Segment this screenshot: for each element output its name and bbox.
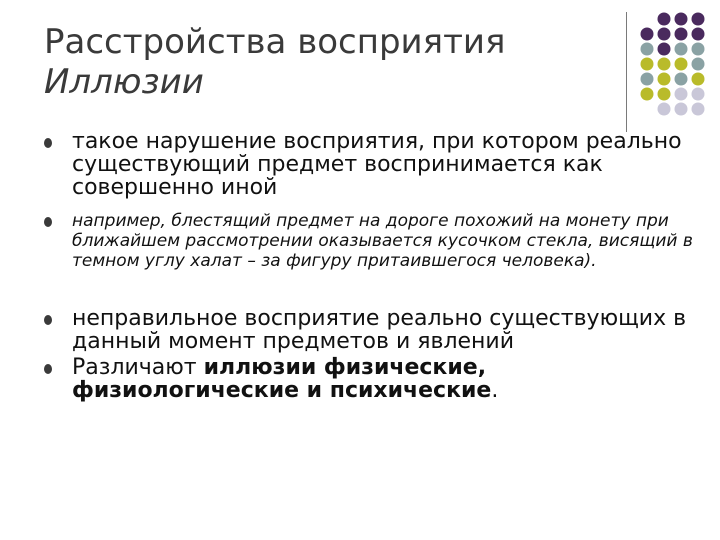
decorative-dot — [692, 13, 705, 26]
decorative-dot — [641, 88, 654, 101]
decorative-dot — [692, 58, 705, 71]
decorative-dot — [692, 103, 705, 116]
decorative-dot — [658, 43, 671, 56]
bullet-dot — [44, 315, 52, 325]
bullet-dot — [44, 138, 52, 148]
decorative-dot — [658, 13, 671, 26]
decorative-dot — [658, 73, 671, 86]
decorative-dot — [658, 58, 671, 71]
decorative-dot — [658, 88, 671, 101]
decorative-dot — [675, 43, 688, 56]
decorative-dot — [675, 73, 688, 86]
bullet-dot — [44, 217, 52, 227]
slide-title — [44, 22, 505, 102]
decorative-dot — [641, 73, 654, 86]
decorative-dot — [675, 13, 688, 26]
bullet-item-definition — [44, 130, 694, 199]
decorative-dots-grid — [640, 12, 712, 116]
decorative-dot — [641, 58, 654, 71]
bullet-text-bold-1: иллюзии физические, — [203, 355, 487, 380]
decorative-dot — [675, 28, 688, 41]
bullet-text-prefix: Различают — [72, 355, 204, 380]
decorative-dot — [692, 43, 705, 56]
bullet-item-misperception — [44, 307, 694, 353]
bullet-text-bold-2: физиологические и психические — [72, 378, 492, 403]
bullet-text: неправильное восприятие реально существующих в данный момент предметов и явлений — [72, 306, 687, 354]
title-line-2: Иллюзии — [44, 62, 204, 102]
bullet-list — [44, 128, 694, 402]
bullet-item-example — [44, 211, 694, 271]
decorative-dot — [692, 73, 705, 86]
decorative-dot — [675, 103, 688, 116]
decorative-dot — [692, 88, 705, 101]
bullet-text-suffix: . — [491, 378, 499, 403]
decorative-dot — [641, 43, 654, 56]
bullet-dot — [44, 364, 52, 374]
decorative-dot — [658, 28, 671, 41]
decorative-dot — [675, 88, 688, 101]
decorative-divider — [626, 12, 627, 132]
bullet-item-types — [44, 356, 694, 402]
bullet-text: такое нарушение восприятия, при котором реально существующий предмет воспринимается как совершенно иной — [72, 129, 682, 200]
bullet-text: например, блестящий предмет на дороге похожий на монету при ближайшем рассмотрении оказывается кусочком стекла, висящий в темном углу халат – за фигуру притаившегося человека). — [72, 211, 693, 271]
decorative-dot — [675, 58, 688, 71]
decorative-dot — [658, 103, 671, 116]
decorative-dot — [641, 28, 654, 41]
decorative-dot — [692, 28, 705, 41]
title-line-1: Расстройства восприятия — [44, 22, 506, 62]
